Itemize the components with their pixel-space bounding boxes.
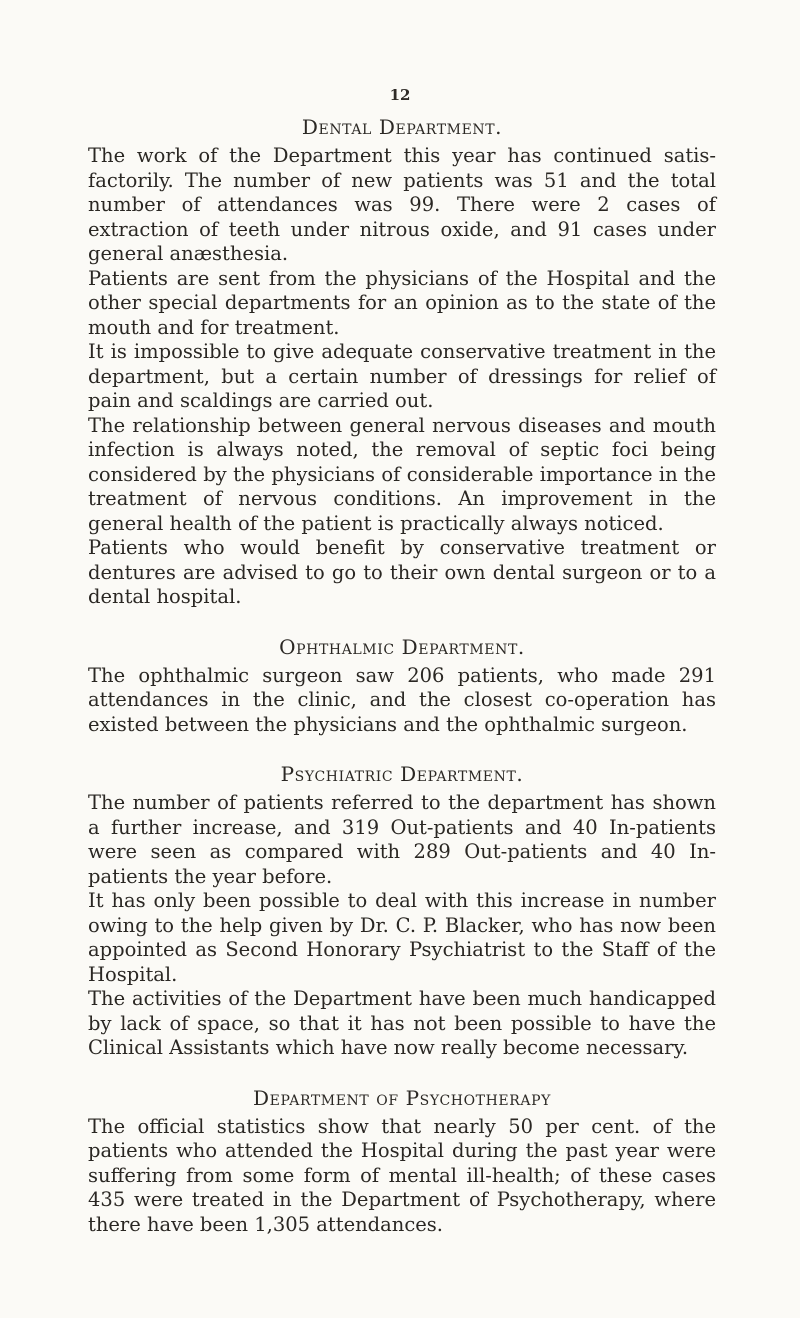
page-number: 12	[389, 86, 411, 104]
section-psychotherapy	[88, 1083, 716, 1238]
paragraph: The relationship between general nervous diseases and mouth infection is always noted, the removal of septic foci being considered by the physicians of considerable importance in the treatment of nervous conditions. An improvement in the general health of the patient is practically always noticed.	[88, 413, 716, 535]
section-dental	[88, 112, 716, 610]
paragraph: The official statistics show that nearly 50 per cent. of the patients who attended the Hospital during the past year were suffering from some form of mental ill-health; of these cases 435 were treated in the Department of Psychotherapy, where there have been 1,305 attendances.	[88, 1114, 716, 1236]
section-heading: Dental Department.	[301, 115, 503, 139]
paragraph: The work of the Department this year has continued satis-factorily. The number of new patients was 51 and the total number of attendances was 99. There were 2 cases of extraction of teeth under nitrous oxide, and 91 cases under general anæsthesia.	[88, 144, 716, 265]
paragraph: The ophthalmic surgeon saw 206 patients, who made 291 attendances in the clinic, and the closest co-operation has existed between the physicians and the ophthalmic surgeon.	[88, 663, 716, 736]
section-heading: Psychiatric Department.	[280, 762, 524, 786]
paragraph: It is impossible to give adequate conservative treatment in the department, but a certain number of dressings for relief of pain and scaldings are carried out.	[88, 340, 716, 412]
paragraph: Patients are sent from the physicians of the Hospital and the other special departments for an opinion as to the state of the mouth and for treatment.	[88, 266, 716, 339]
paragraph: The activities of the Department have been much handicapped by lack of space, so that it has not been possible to have the Clinical Assistants which have now really become necessary.	[88, 987, 716, 1059]
page-content	[88, 112, 716, 1237]
section-psychiatric	[88, 759, 716, 1061]
paragraph: The number of patients referred to the department has shown a further increase, and 319 Out-patients and 40 In-patients were seen as compared with 289 Out-patients and 40 In-patients the year before.	[88, 791, 716, 888]
paragraph: Patients who would benefit by conservative treatment or dentures are advised to go to their own dental surgeon or to a dental hospital.	[88, 536, 716, 608]
section-heading: Ophthalmic Department.	[279, 634, 525, 659]
section-ophthalmic	[88, 632, 716, 738]
paragraph: It has only been possible to deal with this increase in number owing to the help given by Dr. C. P. Blacker, who has now been appointed as Second Honorary Psychiatrist to the Staff of the Hospital.	[88, 889, 716, 986]
section-heading: Department of Psychotherapy	[253, 1085, 551, 1110]
